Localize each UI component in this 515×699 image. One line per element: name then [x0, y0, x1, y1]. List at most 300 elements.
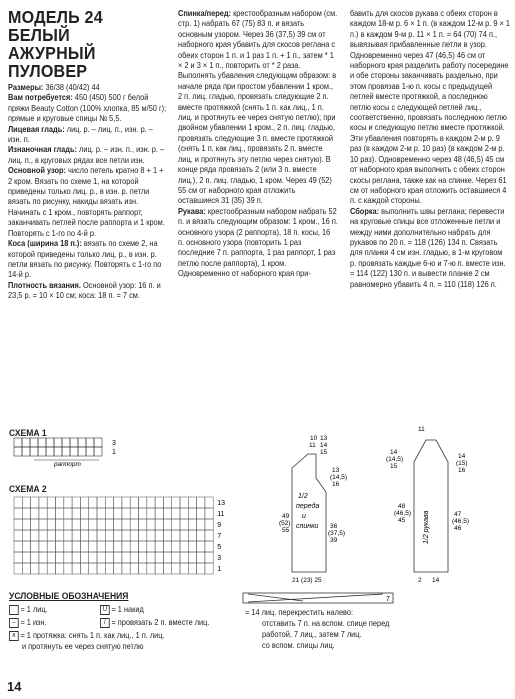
scheme-2-cell — [147, 552, 155, 563]
scheme-2-cell — [188, 497, 196, 508]
body-right-dim-3: 39 — [330, 537, 338, 544]
paragraph-text: число петель кратно 8 + 1 + 2 кром. Вязать по схеме 1, на которой приведены только лиц. р., в изн. р. петли вязать по рисунку, накиды вязать изн. Начинать с 1 кром., повторять раппорт, заканчивать петлей после раппорта и 1 кром. Повторять с 1-го по 4-й р. — [8, 165, 165, 238]
scheme-2-cell — [130, 530, 138, 541]
scheme-2-cell — [172, 508, 180, 519]
legend-title: УСЛОВНЫЕ ОБОЗНАЧЕНИЯ — [9, 591, 129, 602]
scheme-2-cell — [114, 541, 122, 552]
scheme-2-cell — [64, 530, 72, 541]
body-side-dim-3: 16 — [332, 481, 340, 488]
paragraph-text: Основной узор: 16 п. и 23,5 р. = 10 × 10 см; коса: 18 п. = 7 см. — [8, 279, 161, 301]
scheme-2-cell — [163, 563, 171, 574]
purl-symbol-icon: – — [9, 618, 19, 628]
paragraph-heading: Рукава: — [178, 205, 206, 216]
scheme-2-cell — [163, 497, 171, 508]
body-top2-dim-1: 13 — [320, 435, 328, 442]
body-left-dim-1: 49 — [282, 513, 290, 520]
scheme-2-cell — [172, 519, 180, 530]
scheme-2-cell — [80, 530, 88, 541]
scheme-2-cell — [205, 519, 213, 530]
scheme-2-cell — [180, 563, 188, 574]
scheme-2-cell — [188, 508, 196, 519]
scheme-1-cell — [54, 447, 62, 456]
scheme-2-cell — [163, 530, 171, 541]
scheme-2-cell — [14, 519, 22, 530]
scheme-2-cell — [97, 563, 105, 574]
scheme-2-cell — [197, 519, 205, 530]
scheme-2-cell — [56, 563, 64, 574]
scheme-1-row-1: 1 — [112, 449, 116, 456]
scheme-2-cell — [31, 563, 39, 574]
text-column-1 — [8, 8, 166, 301]
scheme-1-cell — [30, 447, 38, 456]
text-column-3 — [350, 8, 510, 289]
body-pattern-shape — [292, 454, 326, 572]
scheme-2-cell — [205, 530, 213, 541]
paragraph-heading: Спинка/перед: — [178, 8, 232, 18]
scheme-2-cell — [80, 497, 88, 508]
scheme-2-cell — [97, 508, 105, 519]
instructions-block-2 — [178, 8, 338, 279]
paragraph-heading: Сборка: — [350, 205, 380, 216]
scheme-2-row-number: 1 — [217, 566, 222, 573]
scheme-2-cell — [163, 552, 171, 563]
scheme-2-cell — [172, 497, 180, 508]
scheme-2-cell — [89, 508, 97, 519]
scheme-1-cell — [46, 438, 54, 447]
scheme-2-cell — [89, 530, 97, 541]
scheme-2-cell — [188, 530, 196, 541]
scheme-2-cell — [188, 563, 196, 574]
scheme-2-cell — [80, 552, 88, 563]
instruction-paragraph — [8, 144, 166, 165]
paragraph-text: бавить для скосов рукава с обеих сторон в каждом 18-м р. 6 × 1 п. (в каждом 12-м р. 9 × 1 п.) в каждом 9-м р. 11 × 1 п. = 64 (70) 74 п., вывязывая прибавленные петли в узор. Одновременно через 47 (46,5) 46 см от наборного края разделить работу посередине и обе стороны заканчивать раздельно, при этом провязав 1-ю п. косы с предыдущей петлей вместе протяжкой, а последнюю петлю косы с следующей петлей лиц., соответственно, провязать последнюю петлю косы и следующую петлю вместе протяжкой. Эти убавления повторять в каждом 2-м р. 9 раз (в каждом 2-м р. 10 раз) (в каждом 2-м р. 10 раз). Одновременно через 48 (46,5) 45 см от наборного края выполнить с обеих сторон скосы реглана, также как на спинке. Через 61 см от наборного края отложить оставшиеся 4 п. с каждой стороны. — [350, 8, 510, 206]
pattern-diagrams — [278, 426, 510, 584]
body-label-2: переда — [296, 503, 320, 510]
scheme-2-cell — [47, 530, 55, 541]
scheme-2-cell — [180, 552, 188, 563]
legend-slip-cont: и протянуть ее через снятую петлю — [22, 641, 144, 651]
scheme-2-cell — [172, 530, 180, 541]
legend-knit-text: = 1 лиц. — [20, 604, 48, 614]
scheme-2-cell — [72, 563, 80, 574]
scheme-2-cell — [139, 497, 147, 508]
body-top2-dim-2: 14 — [320, 442, 328, 449]
scheme-2-cell — [97, 541, 105, 552]
paragraph-heading: Коса (ширина 18 п.): — [8, 238, 82, 249]
scheme-2-cell — [105, 530, 113, 541]
body-top2-dim-3: 15 — [320, 449, 328, 456]
scheme-2-cell — [64, 541, 72, 552]
sleeve-bottom-left-dim: 2 — [418, 577, 422, 584]
scheme-2-cell — [72, 552, 80, 563]
legend-yarnover-text: = 1 накид — [111, 604, 144, 614]
scheme-2-cell — [180, 530, 188, 541]
legend-cable-1: = 14 лиц. перекрестить налево: — [245, 607, 354, 617]
legend-cable-2: отставить 7 п. на вспом. спице перед — [262, 618, 390, 628]
scheme-2-cell — [122, 541, 130, 552]
title-line-2: БЕЛЫЙ АЖУРНЫЙ — [8, 25, 96, 63]
body-right-dim-1: 36 — [330, 523, 338, 530]
legend-slip-text: = 1 протяжка: снять 1 п. как лиц., 1 п. лиц. — [20, 630, 165, 640]
scheme-2-cell — [72, 508, 80, 519]
scheme-1-row-3: 3 — [112, 440, 116, 447]
cable-symbol-icon — [243, 592, 403, 606]
scheme-2-cell — [22, 541, 30, 552]
scheme-2-cell — [139, 552, 147, 563]
yarnover-symbol-icon: U — [100, 605, 110, 615]
scheme-2-cell — [105, 552, 113, 563]
scheme-2-cell — [31, 519, 39, 530]
scheme-2-cell — [22, 508, 30, 519]
paragraph-text: лиц. р. – лиц. п., изн. р. – изн. п. — [8, 123, 153, 145]
scheme-2-cell — [147, 563, 155, 574]
scheme-2-chart — [14, 496, 244, 578]
scheme-2-cell — [147, 508, 155, 519]
scheme-2-cell — [130, 541, 138, 552]
scheme-2-cell — [47, 519, 55, 530]
legend-k2tog-text: = провязать 2 п. вместе лиц. — [111, 617, 210, 627]
scheme-2-cell — [205, 508, 213, 519]
scheme-2-cell — [122, 530, 130, 541]
scheme-2-cell — [80, 541, 88, 552]
scheme-2-cell — [155, 508, 163, 519]
scheme-1-cell — [86, 438, 94, 447]
scheme-2-cell — [197, 508, 205, 519]
scheme-2-cell — [80, 519, 88, 530]
scheme-2-cell — [64, 508, 72, 519]
paragraph-heading: Вам потребуется: — [8, 92, 73, 103]
scheme-2-cell — [205, 497, 213, 508]
scheme-2-cell — [197, 552, 205, 563]
scheme-2-cell — [89, 563, 97, 574]
paragraph-heading: Плотность вязания. — [8, 279, 81, 290]
svg-text:7: 7 — [386, 596, 390, 603]
scheme-2-cell — [172, 563, 180, 574]
scheme-1-cell — [94, 447, 102, 456]
scheme-2-cell — [31, 497, 39, 508]
instruction-paragraph — [8, 82, 166, 92]
scheme-2-cell — [122, 519, 130, 530]
scheme-1-cell — [22, 438, 30, 447]
body-label-1: 1/2 — [298, 493, 308, 500]
scheme-2-cell — [205, 563, 213, 574]
scheme-2-cell — [163, 541, 171, 552]
scheme-2-cell — [139, 541, 147, 552]
scheme-2-cell — [122, 552, 130, 563]
scheme-2-cell — [56, 530, 64, 541]
scheme-2-row-number: 13 — [217, 500, 225, 507]
paragraph-text: 36/38 (40/42) 44 — [43, 82, 100, 92]
scheme-1-cell — [62, 438, 70, 447]
scheme-2-cell — [97, 530, 105, 541]
scheme-2-cell — [56, 541, 64, 552]
scheme-2-cell — [14, 541, 22, 552]
scheme-2-row-number: 9 — [217, 522, 222, 529]
page-number: 14 — [7, 679, 22, 694]
paragraph-heading: Основной узор: — [8, 165, 66, 176]
sleeve-topright-dim-2: (15) — [456, 460, 468, 467]
sleeve-left-dim-3: 45 — [398, 517, 406, 524]
legend-purl-text: = 1 изн. — [20, 617, 47, 627]
scheme-1-cell — [22, 447, 30, 456]
scheme-2-cell — [197, 541, 205, 552]
body-top-dim-2: 11 — [309, 442, 316, 449]
scheme-2-cell — [56, 508, 64, 519]
scheme-2-cell — [56, 552, 64, 563]
scheme-1-cell — [70, 447, 78, 456]
scheme-2-cell — [180, 508, 188, 519]
legend-yarnover — [100, 604, 144, 615]
sleeve-topright-dim-3: 16 — [458, 467, 466, 474]
paragraph-heading: Изнаночная гладь: — [8, 144, 77, 155]
scheme-2-cell — [139, 563, 147, 574]
knit-symbol-icon — [9, 605, 19, 615]
scheme-1-cell — [54, 438, 62, 447]
scheme-2-cell — [172, 552, 180, 563]
scheme-2-cell — [56, 519, 64, 530]
scheme-2-cell — [147, 519, 155, 530]
body-left-dim-3: 55 — [282, 527, 290, 534]
legend-slip — [9, 630, 165, 641]
body-bottom-dim: 21 (23) 25 — [292, 577, 322, 584]
scheme-2-cell — [39, 552, 47, 563]
scheme-1-chart — [14, 436, 124, 468]
sleeve-top2-dim-2: (14,5) — [386, 456, 403, 463]
scheme-2-label: СХЕМА 2 — [9, 484, 47, 495]
scheme-2-cell — [130, 519, 138, 530]
scheme-2-cell — [139, 519, 147, 530]
legend-cable-4: со вспом. спицы лиц. — [262, 640, 335, 650]
scheme-2-cell — [64, 552, 72, 563]
scheme-2-cell — [14, 530, 22, 541]
scheme-2-cell — [188, 552, 196, 563]
scheme-2-cell — [80, 508, 88, 519]
scheme-2-grid — [14, 497, 213, 574]
scheme-2-cell — [47, 508, 55, 519]
scheme-2-cell — [72, 541, 80, 552]
scheme-2-cell — [97, 552, 105, 563]
scheme-2-cell — [155, 530, 163, 541]
scheme-2-cell — [97, 519, 105, 530]
instructions-block-1 — [8, 82, 166, 301]
paragraph-text: 450 (450) 500 г белой пряжи Beauty Cotton (100% хлопка, 85 м/50 г); прямые и круговые спицы № 5,5. — [8, 92, 167, 124]
scheme-2-cell — [155, 519, 163, 530]
scheme-2-cell — [197, 497, 205, 508]
title-line-3: ПУЛОВЕР — [8, 61, 88, 81]
scheme-2-cell — [31, 530, 39, 541]
scheme-2-cell — [155, 563, 163, 574]
scheme-2-cell — [39, 508, 47, 519]
body-side-dim-2: (14,5) — [330, 474, 347, 481]
sleeve-left-dim-1: 48 — [398, 503, 406, 510]
article-title — [8, 8, 153, 80]
sleeve-bottom-dim: 14 — [432, 577, 440, 584]
instruction-paragraph — [8, 280, 166, 301]
body-side-dim-1: 13 — [332, 467, 340, 474]
scheme-1-label: СХЕМА 1 — [9, 428, 47, 439]
title-line-1: МОДЕЛЬ 24 — [8, 7, 103, 27]
scheme-2-cell — [64, 497, 72, 508]
scheme-2-cell — [122, 497, 130, 508]
scheme-2-cell — [89, 497, 97, 508]
scheme-2-cell — [14, 497, 22, 508]
scheme-2-row-number: 5 — [217, 544, 222, 551]
scheme-2-cell — [89, 552, 97, 563]
scheme-2-cell — [105, 519, 113, 530]
scheme-2-cell — [180, 541, 188, 552]
instruction-paragraph — [178, 206, 338, 279]
slip-symbol-icon: ∧ — [9, 631, 19, 641]
sleeve-label: 1/2 рукава — [423, 510, 430, 544]
scheme-2-cell — [147, 497, 155, 508]
legend-purl — [9, 617, 47, 628]
scheme-2-cell — [47, 563, 55, 574]
scheme-2-cell — [72, 530, 80, 541]
scheme-1-cell — [70, 438, 78, 447]
scheme-2-cell — [197, 530, 205, 541]
scheme-2-row-number: 7 — [217, 533, 222, 540]
scheme-2-cell — [14, 552, 22, 563]
scheme-2-row-numbers — [217, 500, 225, 573]
k2tog-symbol-icon: / — [100, 618, 110, 628]
scheme-2-cell — [22, 552, 30, 563]
scheme-2-cell — [130, 552, 138, 563]
scheme-2-cell — [39, 530, 47, 541]
scheme-2-cell — [22, 519, 30, 530]
body-label-4: спинки — [296, 523, 319, 530]
scheme-2-cell — [163, 519, 171, 530]
scheme-1-cell — [14, 438, 22, 447]
body-right-dim-2: (37,5) — [328, 530, 345, 537]
scheme-2-cell — [114, 508, 122, 519]
paragraph-text: крестообразным набором (см. стр. 1) набрать 67 (75) 83 п. и вязать основным узором. Через 36 (37,5) 39 см от наборного края убавить для скосов реглана с обеих сторон 1 п. и 1 раз 1 п. + 1 п., затем * 1 × 2 и 3 × 1 п., повторить от * 2 раза. Выполнять убавления следующим образом: в начале ряда при простом убавлении 1 кром., 2 п. лиц. гладью, провязать следующие 2 п. вместе протяжкой (снять 1 п. как лиц., 1 п. лиц. и протянуть ее через снятую петлю); при двойном убавлении 1 кром., 2 п. лиц. гладью, провязать следующие 3 п. вместе протяжкой (снять 1 п. как лиц., провязать 2 п. вместе лиц. и протянуть эту петлю через снятую). В конце ряда провязать 2 (или 3 п. вместе лиц.), 2 п. лиц. гладью, 1 кром. Через 49 (52) 55 см от наборного края отложить оставшиеся 31 (35) 39 п. — [178, 8, 338, 206]
scheme-2-cell — [105, 563, 113, 574]
scheme-2-cell — [114, 519, 122, 530]
paragraph-heading: Лицевая гладь: — [8, 123, 65, 134]
scheme-1-cell — [62, 447, 70, 456]
scheme-2-cell — [172, 541, 180, 552]
scheme-2-cell — [97, 497, 105, 508]
paragraph-text: лиц. р. – изн. п., изн. р. – лиц. п., в круговых рядах все петли изн. — [8, 144, 165, 165]
sleeve-top2-dim-1: 14 — [390, 449, 398, 456]
scheme-2-row-number: 11 — [217, 511, 225, 518]
scheme-2-cell — [89, 541, 97, 552]
scheme-2-cell — [147, 541, 155, 552]
scheme-2-cell — [105, 508, 113, 519]
paragraph-heading: Размеры: — [8, 82, 44, 92]
scheme-2-cell — [155, 541, 163, 552]
body-left-dim-2: (52) — [279, 520, 291, 527]
legend-knit — [9, 604, 48, 615]
scheme-2-cell — [22, 497, 30, 508]
paragraph-text: выполнить швы реглана; перевести на круговые спицы все отложенные петли и между ними дополнительно набрать для рукавов по 20 п. = 118 (126) 134 п. Связать для планки 4 см изн. гладью, в 1-м круговом р. провязать каждые 6-ю и 7-ю п. вместе изн. = 114 (122) 130 п. и вывести планке 2 см равномерно убавить 4 п. = 110 (118) 126 п. — [350, 205, 506, 289]
scheme-2-cell — [47, 497, 55, 508]
scheme-2-cell — [105, 497, 113, 508]
paragraph-text: вязать по схеме 2, на которой приведены только лиц. р., в изн. р. петли вязать по рисунку. Повторять с 1-го по 14-й р. — [8, 238, 162, 280]
scheme-2-cell — [197, 563, 205, 574]
sleeve-topright-dim-1: 14 — [458, 453, 466, 460]
scheme-1-cell — [86, 447, 94, 456]
scheme-1-cell — [78, 447, 86, 456]
body-top-dim-1: 10 — [310, 435, 318, 442]
scheme-2-cell — [22, 530, 30, 541]
scheme-2-cell — [205, 552, 213, 563]
scheme-2-cell — [130, 497, 138, 508]
sleeve-right-dim-2: (46,5) — [452, 518, 469, 525]
scheme-2-cell — [188, 519, 196, 530]
instruction-paragraph — [8, 124, 166, 145]
scheme-2-cell — [122, 563, 130, 574]
instructions-block-3 — [350, 8, 510, 289]
sleeve-top2-dim-3: 15 — [390, 463, 398, 470]
paragraph-text: крестообразным набором набрать 52 п. и вязать следующим образом: 1 кром., 16 п. основного узора (2 раппорта), 18 п. косы, 16 п. основного узора (повторить 1 раз последние 7 п. раппорта, 1 раз раппорт, 1 раз петлю после раппорта), 1 кром. Одновременно от наборного края при- — [178, 205, 338, 279]
scheme-2-cell — [205, 541, 213, 552]
scheme-2-cell — [39, 497, 47, 508]
scheme-2-cell — [64, 519, 72, 530]
instruction-paragraph — [178, 8, 338, 206]
instruction-paragraph — [8, 165, 166, 238]
body-label-3: и — [302, 513, 306, 520]
scheme-2-cell — [89, 519, 97, 530]
scheme-2-cell — [39, 519, 47, 530]
rapport-label: раппорт — [54, 461, 81, 468]
sleeve-pattern-shape — [414, 440, 448, 572]
scheme-2-cell — [139, 508, 147, 519]
scheme-2-cell — [31, 541, 39, 552]
scheme-2-cell — [105, 541, 113, 552]
scheme-1-cell — [78, 438, 86, 447]
scheme-2-cell — [31, 508, 39, 519]
sleeve-right-dim-3: 46 — [454, 525, 462, 532]
instruction-paragraph — [8, 238, 166, 280]
scheme-2-cell — [155, 552, 163, 563]
scheme-2-cell — [14, 563, 22, 574]
scheme-2-cell — [188, 541, 196, 552]
text-column-2 — [178, 8, 338, 279]
scheme-2-cell — [114, 530, 122, 541]
legend-cable-3: работой, 7 лиц., затем 7 лиц. — [262, 629, 362, 639]
scheme-1-cell — [14, 447, 22, 456]
scheme-2-cell — [155, 497, 163, 508]
scheme-2-cell — [64, 563, 72, 574]
sleeve-left-dim-2: (46,5) — [394, 510, 411, 517]
instruction-paragraph — [350, 206, 510, 289]
scheme-2-cell — [122, 508, 130, 519]
scheme-2-cell — [72, 519, 80, 530]
scheme-1-cell — [30, 438, 38, 447]
scheme-2-cell — [72, 497, 80, 508]
scheme-2-cell — [14, 508, 22, 519]
scheme-2-cell — [114, 563, 122, 574]
scheme-2-cell — [114, 552, 122, 563]
sleeve-right-dim-1: 47 — [454, 511, 462, 518]
scheme-2-cell — [180, 519, 188, 530]
scheme-2-cell — [147, 530, 155, 541]
scheme-1-cell — [46, 447, 54, 456]
legend-k2tog — [100, 617, 209, 628]
scheme-2-cell — [130, 563, 138, 574]
scheme-2-cell — [180, 497, 188, 508]
scheme-2-cell — [139, 530, 147, 541]
scheme-2-cell — [39, 541, 47, 552]
scheme-2-cell — [80, 563, 88, 574]
scheme-2-cell — [22, 563, 30, 574]
scheme-1-grid — [14, 438, 102, 456]
scheme-2-cell — [31, 552, 39, 563]
scheme-2-cell — [130, 508, 138, 519]
scheme-2-row-number: 3 — [217, 555, 222, 562]
sleeve-top-dim-1: 11 — [418, 426, 425, 433]
